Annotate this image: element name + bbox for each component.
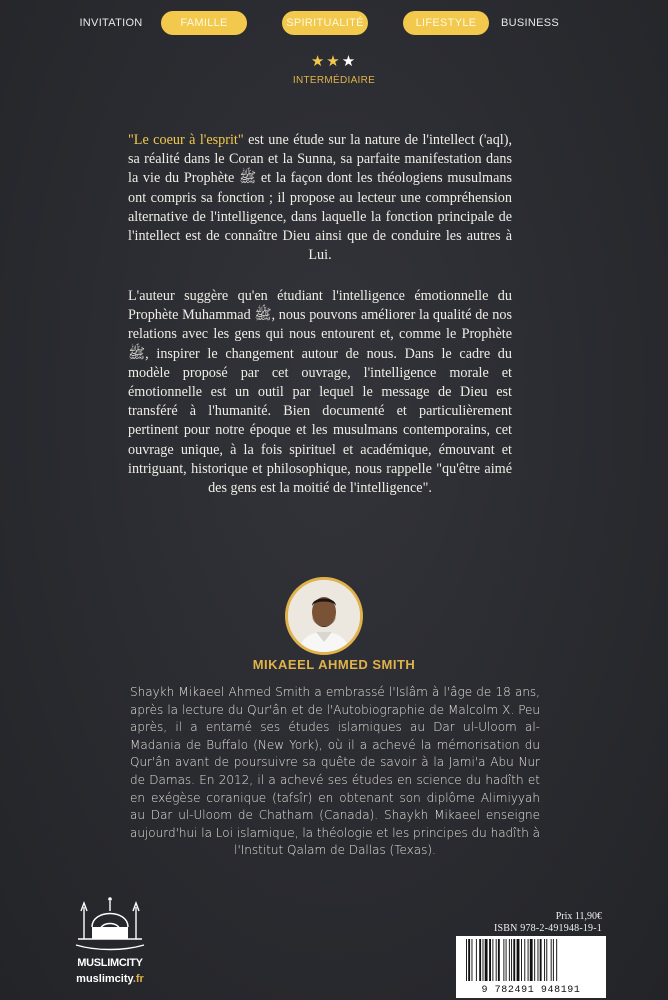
barcode-bar <box>496 939 497 981</box>
publisher-brand: MUSLIMCITY <box>77 957 143 969</box>
rating-stars <box>0 52 668 70</box>
isbn-label: ISBN 978-2-491948-19-1 <box>493 923 602 934</box>
author-portrait-icon <box>288 580 360 652</box>
category-nav <box>0 11 668 37</box>
barcode-bar <box>483 939 484 981</box>
barcode-bar <box>492 939 493 981</box>
publisher-logo[interactable] <box>70 887 150 987</box>
mosque-icon <box>70 887 150 955</box>
barcode-bars-icon <box>456 939 606 987</box>
barcode-bar <box>513 939 515 981</box>
barcode-bar <box>472 939 473 981</box>
description-paragraph-1 <box>128 131 512 265</box>
nav-invitation[interactable]: INVITATION <box>79 17 143 29</box>
description-paragraph-2: L'auteur suggère qu'en étudiant l'intelligence émotionnelle du Prophète Muhammad ﷺ, nous pouvons améliorer la qualité de nos relations avec les gens qui nous entourent et, comme le Prophète ﷺ, inspirer le changement autour de nous. Dans le cadre du modèle proposé par cet ouvrage, l'intelligence morale et émotionnelle est un outil par lequel le message de Dieu est transféré à l'humanité. Bien documenté et particulièrement pertinent pour notre époque et les musulmans contemporains, cet ouvrage unique, à la fois spirituel et académique, émouvant et intriguant, historique et philosophique, nous rappelle "qu'être aimé des gens est la moitié de l'intelligence". <box>128 288 512 497</box>
barcode-bar <box>528 939 529 981</box>
star-filled-icon: ★ <box>310 53 327 70</box>
author-avatar <box>285 577 363 655</box>
barcode-bar <box>511 939 512 981</box>
barcode-bar <box>466 939 467 981</box>
nav-famille[interactable]: FAMILLE <box>161 11 247 35</box>
barcode-bar <box>498 939 500 981</box>
barcode-bar <box>485 939 488 981</box>
author-name: MIKAEEL AHMED SMITH <box>252 657 416 672</box>
barcode-bar <box>551 939 552 981</box>
barcode-bar <box>506 939 507 981</box>
barcode-bar <box>524 939 525 981</box>
publisher-url-main: muslimcity <box>76 973 133 985</box>
description-paragraph-1-text: est une étude sur la nature de l'intellect ('aql), sa réalité dans le Coran et la Sunna, sa parfaite manifestation dans la vie du Prophète ﷺ et la façon dont les théologiens musulmans ont compris sa fonction ; il propose au lecteur une compréhension alternative de l'intelligence, dans laquelle la fonction principale de l'intellect est de connaître Dieu ainsi que de conduire les autres à Lui. <box>128 132 513 264</box>
publisher-url-tld: .fr <box>132 973 144 985</box>
nav-lifestyle[interactable]: LIFESTYLE <box>403 11 489 35</box>
barcode-bar <box>530 939 533 981</box>
barcode-bar <box>538 939 539 981</box>
barcode-bar <box>556 939 557 981</box>
star-filled-icon: ★ <box>326 53 342 70</box>
barcode-bar <box>476 939 477 981</box>
barcode-bar <box>479 939 481 981</box>
barcode-bar <box>489 939 491 981</box>
difficulty-level: INTERMÉDIAIRE <box>292 75 376 86</box>
nav-business[interactable]: BUSINESS <box>500 17 560 29</box>
barcode-bar <box>540 939 542 981</box>
star-empty-icon: ★ <box>341 53 358 70</box>
barcode-number: 9 782491 948191 <box>481 985 581 996</box>
barcode-bar <box>553 939 554 981</box>
book-title-quote: "Le coeur à l'esprit" <box>128 132 244 148</box>
barcode-bar <box>517 939 520 981</box>
barcode-bar <box>544 939 545 981</box>
barcode-bar <box>521 939 522 981</box>
price-label: Prix 11,90€ <box>555 911 602 922</box>
author-bio: Shaykh Mikaeel Ahmed Smith a embrassé l'Islâm à l'âge de 18 ans, après la lecture du Qur'ân et de l'Autobiographie de Malcolm X. Peu après, il a entamé ses études islamiques au Dar ul-Uloom al-Madania de Buffalo (New York), où il a achevé la mémorisation du Qur'ân avant de poursuivre sa quête de savoir à la Jami'a Abu Nur de Damas. En 2012, il a achevé ses études en science du hadîth et en exégèse coranique (tafsîr) en obtenant son diplôme Alimiyyah au Dar ul-Uloom de Chatham (Canada). Shaykh Mikaeel enseigne aujourd'hui la Loi islamique, la théologie et les principes du hadîth à l'Institut Qalam de Dallas (Texas). <box>130 685 540 858</box>
publisher-url[interactable] <box>70 973 150 985</box>
barcode-bar <box>503 939 504 981</box>
barcode-bar <box>468 939 470 981</box>
barcode-bar <box>509 939 510 981</box>
barcode-bar <box>546 939 547 981</box>
nav-spiritualite[interactable]: SPIRITUALITÉ <box>282 11 368 35</box>
barcode-bar <box>534 939 535 981</box>
barcode <box>456 936 606 998</box>
